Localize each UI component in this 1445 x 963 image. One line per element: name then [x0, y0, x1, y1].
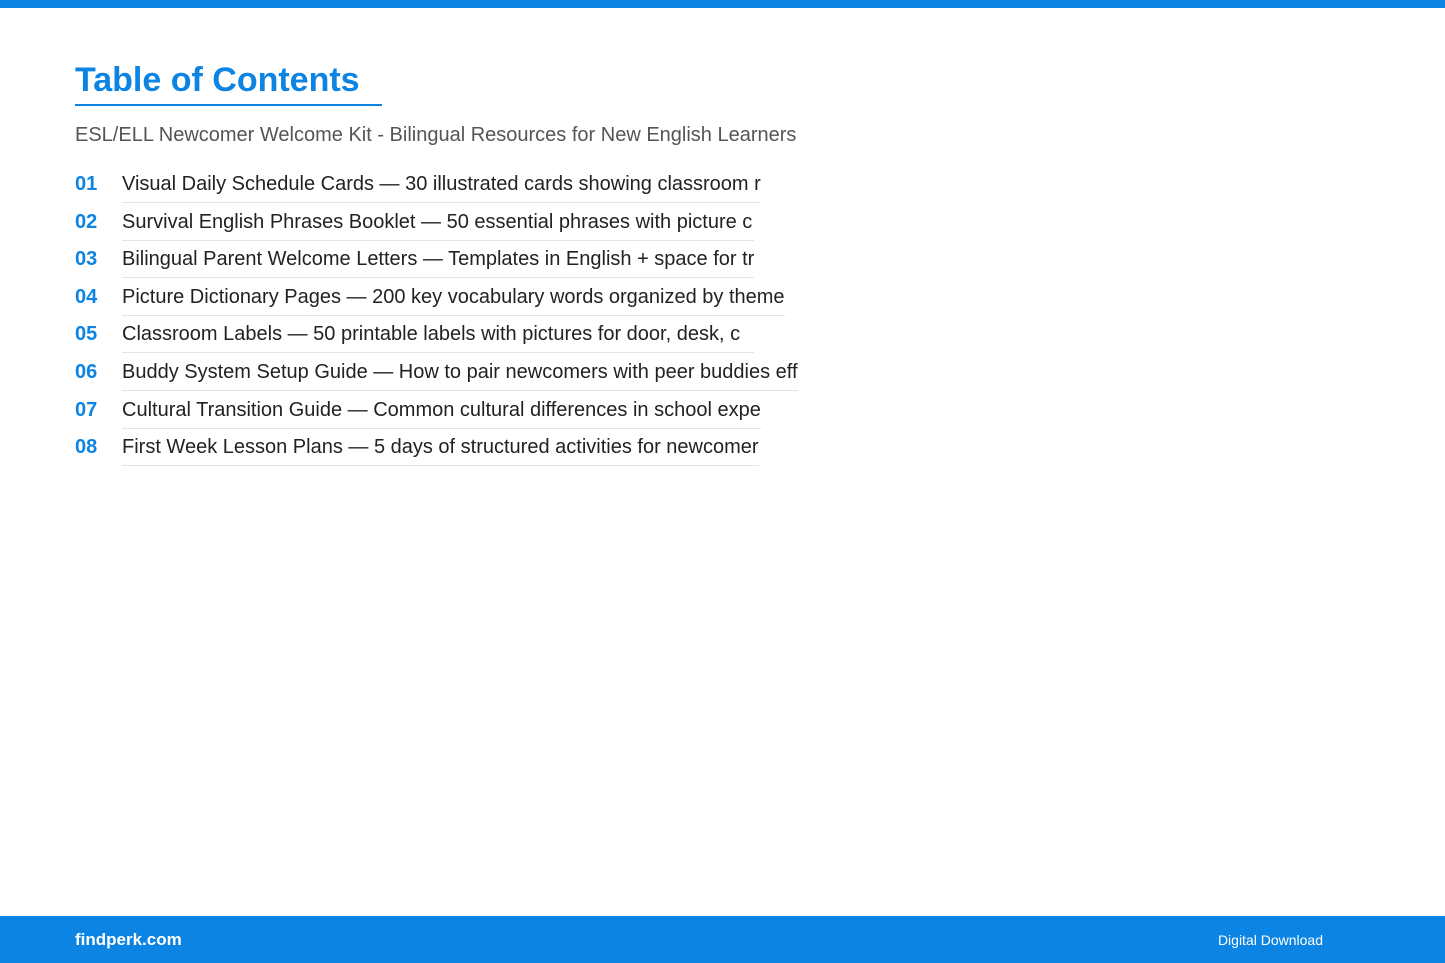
toc-item-number: 05 — [75, 323, 98, 346]
page-subtitle: ESL/ELL Newcomer Welcome Kit - Bilingual Resources for New English Learners — [75, 124, 797, 146]
footer-brand: findperk.com — [75, 930, 182, 949]
toc-item-number: 08 — [75, 436, 98, 459]
toc-item-text: Classroom Labels — 50 printable labels with pictures for door, desk, c — [122, 320, 754, 353]
toc-item-02 — [75, 208, 1075, 246]
toc-item-number: 03 — [75, 248, 98, 271]
top-accent-bar — [0, 0, 1445, 8]
toc-item-number: 07 — [75, 398, 98, 421]
page-title: Table of Contents — [75, 61, 360, 99]
toc-item-text: Survival English Phrases Booklet — 50 essential phrases with picture c — [122, 208, 754, 241]
toc-item-06 — [75, 358, 1075, 396]
toc-item-text: Buddy System Setup Guide — How to pair newcomers with peer buddies eff — [122, 358, 798, 391]
footer-bar — [0, 916, 1445, 963]
toc-item-text: Visual Daily Schedule Cards — 30 illustrated cards showing classroom r — [122, 170, 761, 203]
toc-item-number: 06 — [75, 360, 98, 383]
toc-item-04 — [75, 283, 1075, 321]
toc-item-07 — [75, 396, 1075, 434]
toc-item-text: Picture Dictionary Pages — 200 key vocabulary words organized by theme — [122, 283, 785, 316]
title-underline — [75, 58, 382, 106]
toc-item-01 — [75, 170, 1075, 208]
toc-item-08 — [75, 433, 1075, 471]
toc-item-text: Cultural Transition Guide — Common cultural differences in school expe — [122, 396, 761, 429]
toc-item-number: 04 — [75, 285, 98, 308]
toc-item-text: First Week Lesson Plans — 5 days of structured activities for newcomer — [122, 433, 759, 466]
toc-item-number: 01 — [75, 173, 98, 195]
page-content — [75, 58, 1075, 471]
toc-item-number: 02 — [75, 210, 98, 233]
footer-note: Digital Download — [1217, 932, 1323, 948]
toc-item-text: Bilingual Parent Welcome Letters — Templates in English + space for tr — [122, 245, 754, 278]
toc-item-03 — [75, 245, 1075, 283]
toc-list — [75, 170, 1075, 471]
toc-item-05 — [75, 320, 1075, 358]
